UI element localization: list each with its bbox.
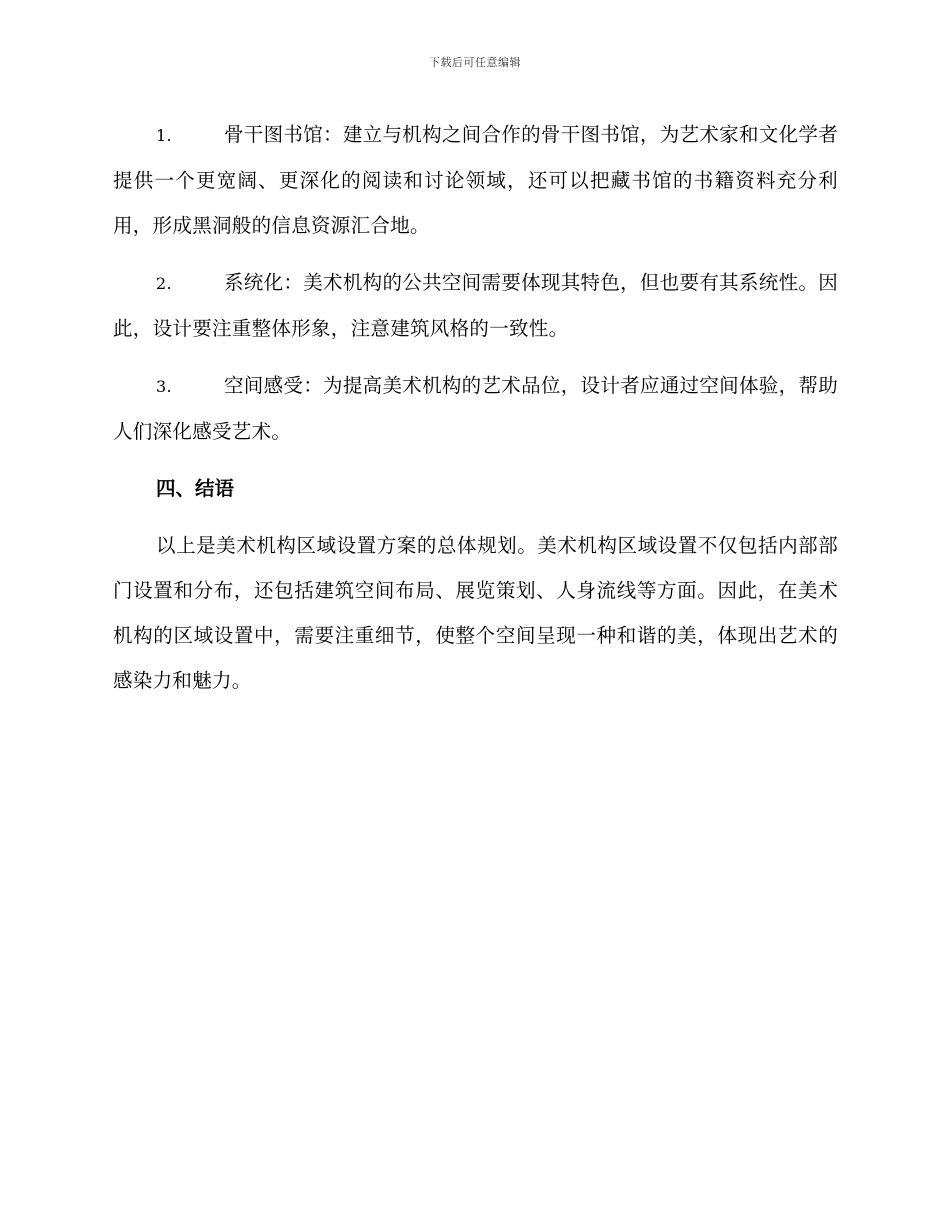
list-item-number: 2. (156, 274, 172, 293)
section-heading: 四、结语 (156, 477, 235, 500)
list-item-text: 系统化：美术机构的公共空间需要体现其特色，但也要有其系统性。因此，设计要注重整体形象，注意建筑风格的一致性。 (113, 271, 838, 340)
document-body (113, 112, 838, 715)
list-item-3 (113, 363, 838, 454)
list-item-text: 骨干图书馆：建立与机构之间合作的骨干图书馆，为艺术家和文化学者提供一个更宽阔、更深化的阅读和讨论领域，还可以把藏书馆的书籍资料充分利用，形成黑洞般的信息资源汇合地。 (113, 123, 838, 237)
list-item-1 (113, 112, 838, 248)
list-item-2 (113, 260, 838, 351)
list-item-number: 3. (156, 377, 172, 396)
list-item-text: 空间感受：为提高美术机构的艺术品位，设计者应通过空间体验，帮助人们深化感受艺术。 (113, 374, 838, 443)
section-paragraph: 以上是美术机构区域设置方案的总体规划。美术机构区域设置不仅包括内部部门设置和分布，还包括建筑空间布局、展览策划、人身流线等方面。因此，在美术机构的区域设置中，需要注重细节，使整个空间呈现一种和谐的美，体现出艺术的感染力和魅力。 (113, 534, 838, 692)
list-item-number: 1. (156, 126, 172, 145)
header-note: 下载后可任意编辑 (429, 56, 521, 69)
